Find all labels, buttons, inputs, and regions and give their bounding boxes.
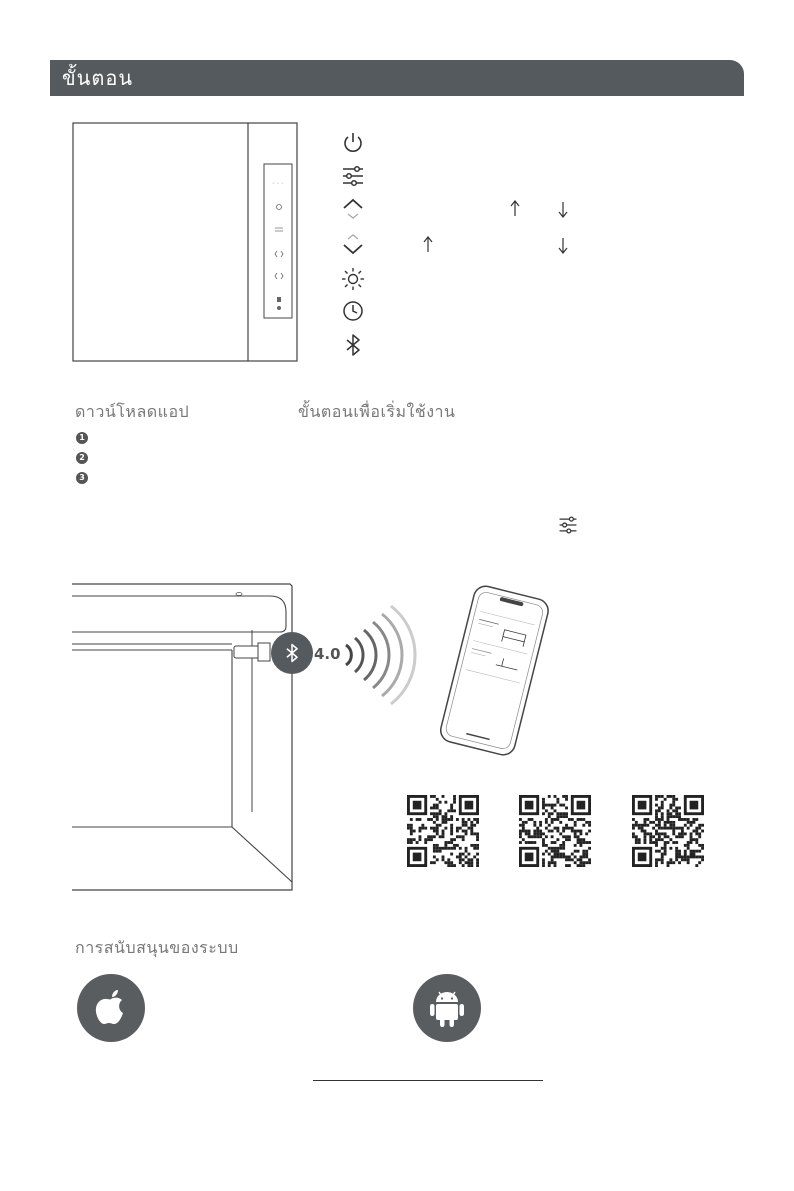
- android-icon: [427, 986, 467, 1030]
- bluetooth-icon: [281, 642, 303, 664]
- section-header-title: ขั้นตอน: [62, 66, 134, 90]
- android-badge: [413, 974, 481, 1042]
- sliders-icon: [556, 514, 580, 536]
- control-panel-illustration: [72, 122, 300, 364]
- section-header-bar: [50, 60, 744, 96]
- getting-started-title: ขั้นตอนเพื่อเริ่มใช้งาน: [298, 402, 456, 421]
- apple-icon: [92, 987, 130, 1029]
- up-down-arrows-row1: [505, 198, 575, 220]
- power-icon: [340, 130, 366, 156]
- step-number-1: 1: [76, 432, 88, 444]
- bluetooth-icon: [340, 332, 366, 358]
- step-number-3: 3: [76, 472, 88, 484]
- brightness-icon: [340, 266, 366, 292]
- bluetooth-version: 4.0: [314, 645, 341, 663]
- clock-icon: [340, 298, 366, 324]
- bluetooth-badge: [271, 632, 313, 674]
- qr-code-2: [519, 795, 591, 867]
- footer-divider: [313, 1080, 543, 1081]
- qr-code-1: [407, 795, 479, 867]
- apple-badge: [77, 974, 145, 1042]
- qr-code-3: [632, 795, 704, 867]
- download-app-title: ดาวน์โหลดแอป: [75, 402, 190, 421]
- step-number-2: 2: [76, 452, 88, 464]
- system-support-title: การสนับสนุนของระบบ: [75, 938, 239, 957]
- signal-waves-icon: [340, 600, 420, 710]
- chevron-up-icon: [340, 196, 366, 222]
- chevron-down-icon: [340, 231, 366, 257]
- phone-illustration: [432, 584, 552, 760]
- device-illustration: [72, 582, 298, 892]
- up-down-arrows-row2: [418, 234, 578, 256]
- sliders-icon: [340, 163, 366, 189]
- svg-text:◦ ◦ ◦: ◦ ◦ ◦: [271, 181, 285, 187]
